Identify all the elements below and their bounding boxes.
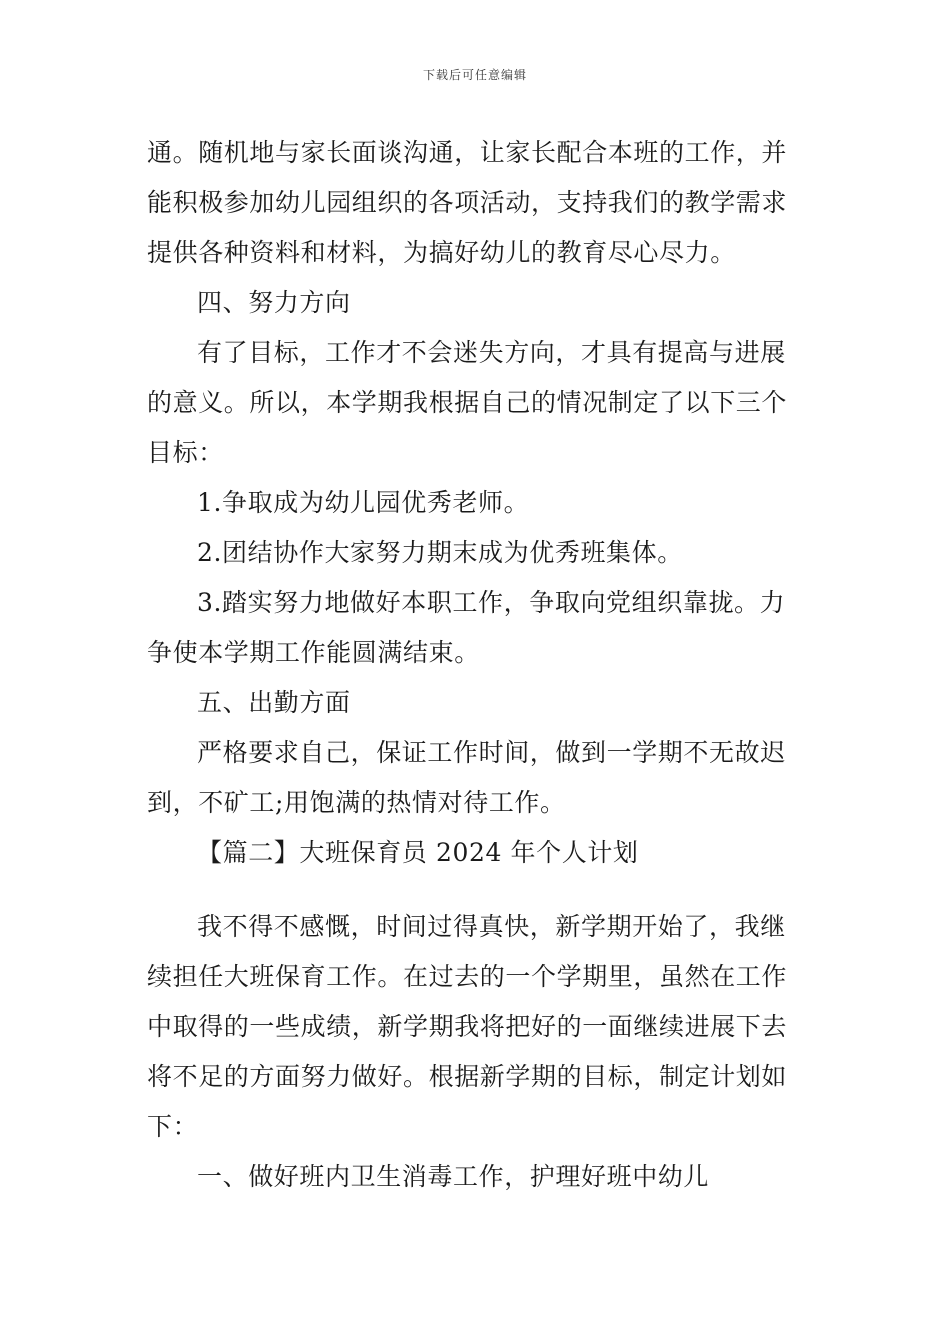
paragraph-line: 中取得的一些成绩，新学期我将把好的一面继续进展下去	[147, 1012, 788, 1041]
paragraph-line: 提供各种资料和材料，为搞好幼儿的教育尽心尽力。	[147, 238, 736, 267]
paragraph-line: 下：	[147, 1112, 199, 1141]
paragraph-line: 有了目标，工作才不会迷失方向，才具有提高与进展	[197, 338, 786, 367]
list-item: 2.团结协作大家努力期末成为优秀班集体。	[197, 538, 683, 567]
paragraph-line: 将不足的方面努力做好。根据新学期的目标，制定计划如	[147, 1062, 788, 1091]
list-item: 3.踏实努力地做好本职工作，争取向党组织靠拢。力	[197, 588, 786, 617]
paragraph-line: 严格要求自己，保证工作时间，做到一学期不无故迟	[197, 738, 786, 767]
paragraph-line: 到，不矿工;用饱满的热情对待工作。	[147, 788, 566, 817]
paragraph-line: 目标：	[147, 438, 224, 467]
document-body	[147, 128, 817, 1202]
paragraph-line: 争使本学期工作能圆满结束。	[147, 638, 480, 667]
article-title: 【篇二】大班保育员 2024 年个人计划	[197, 838, 639, 867]
paragraph-line: 的意义。所以，本学期我根据自己的情况制定了以下三个	[147, 388, 788, 417]
paragraph-line: 通。随机地与家长面谈沟通，让家长配合本班的工作，并	[147, 138, 788, 167]
page-header-note: 下载后可任意编辑	[422, 68, 527, 82]
section-heading: 一、做好班内卫生消毒工作，护理好班中幼儿	[197, 1162, 710, 1191]
paragraph-line: 我不得不感慨，时间过得真快，新学期开始了，我继	[197, 912, 786, 941]
paragraph-line: 续担任大班保育工作。在过去的一个学期里，虽然在工作	[147, 962, 788, 991]
list-item: 1.争取成为幼儿园优秀老师。	[197, 488, 530, 517]
section-heading: 五、出勤方面	[197, 688, 351, 717]
blank-gap	[147, 878, 817, 902]
paragraph-line: 能积极参加幼儿园组织的各项活动，支持我们的教学需求	[147, 188, 788, 217]
section-heading: 四、努力方向	[197, 288, 351, 317]
